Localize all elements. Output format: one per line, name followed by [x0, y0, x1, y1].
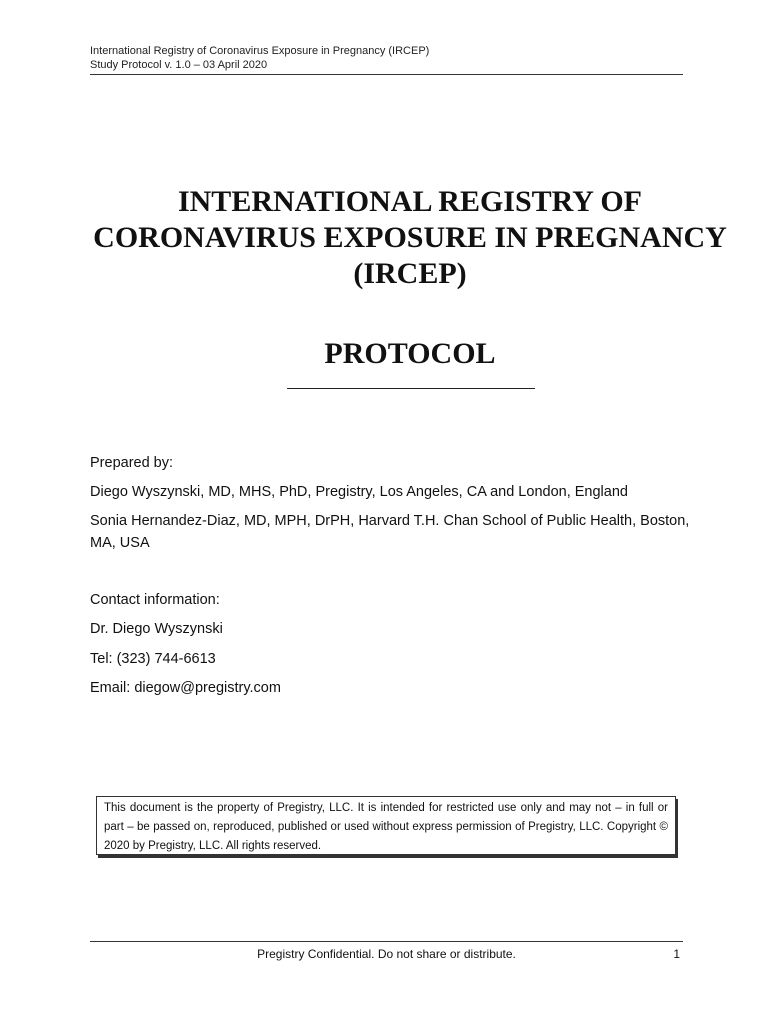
header-title: International Registry of Coronavirus Exposure in Pregnancy (IRCEP)	[90, 45, 430, 57]
contact-phone: Tel: (323) 744-6613	[90, 651, 216, 667]
title-divider	[287, 388, 535, 389]
contact-label: Contact information:	[90, 592, 220, 608]
running-header	[90, 44, 683, 75]
footer-divider	[90, 941, 683, 942]
document-title	[90, 184, 730, 292]
footer-confidential: Pregistry Confidential. Do not share or distribute.	[257, 947, 516, 961]
protocol-heading: PROTOCOL	[324, 337, 496, 370]
contact-name: Dr. Diego Wyszynski	[90, 621, 223, 637]
title-line-2: CORONAVIRUS EXPOSURE IN PREGNANCY	[93, 221, 727, 254]
page-number: 1	[673, 947, 680, 961]
title-line-1: INTERNATIONAL REGISTRY OF	[177, 185, 643, 218]
header-version: Study Protocol v. 1.0 – 03 April 2020	[90, 59, 268, 71]
confidentiality-notice: This document is the property of Pregistry, LLC. It is intended for restricted use only and may not – in full or part – be passed on, reproduced, published or used without express permission of Pregistry, LLC. Copyright © 2020 by Pregistry, LLC. All rights reserved.	[96, 796, 676, 855]
contact-email: Email: diegow@pregistry.com	[90, 680, 281, 696]
title-line-3: (IRCEP)	[353, 257, 467, 290]
prepared-by-label: Prepared by:	[90, 455, 174, 471]
author-2: Sonia Hernandez-Diaz, MD, MPH, DrPH, Harvard T.H. Chan School of Public Health, Boston, MA, USA	[90, 513, 690, 551]
author-1: Diego Wyszynski, MD, MHS, PhD, Pregistry, Los Angeles, CA and London, England	[90, 484, 628, 500]
